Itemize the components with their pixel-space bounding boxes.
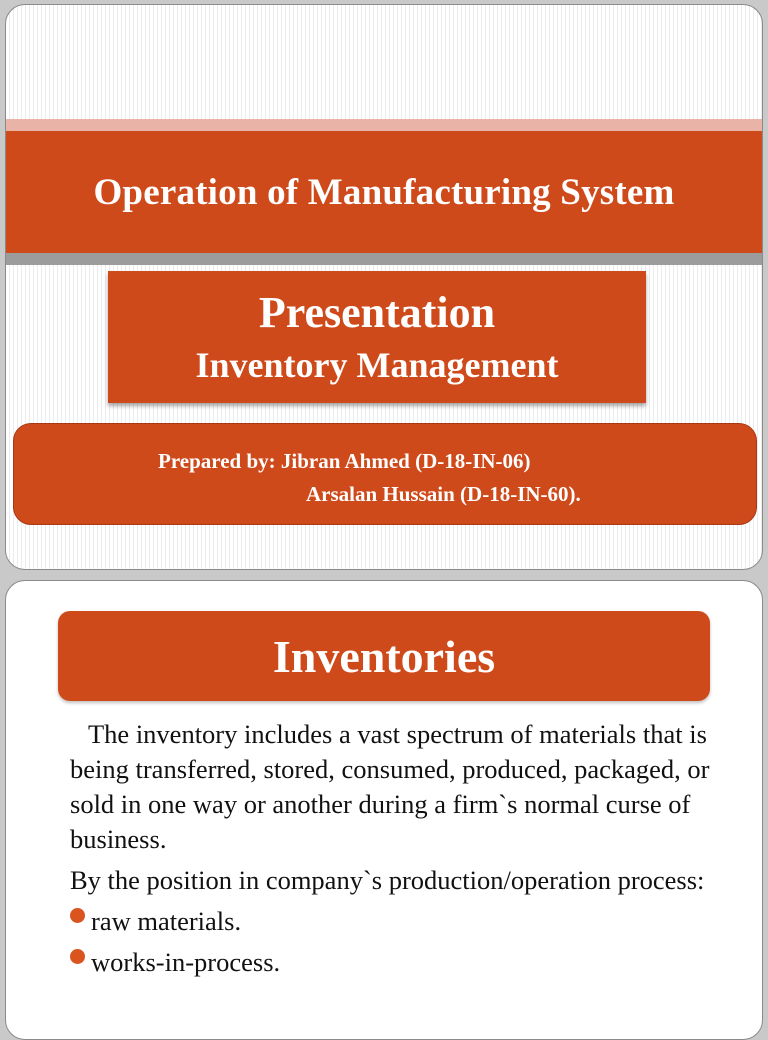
slide-heading: Inventories (272, 630, 496, 682)
bullet-dot-icon (70, 949, 85, 964)
bullet-text: works-in-process. (91, 947, 281, 977)
bullet-item (70, 945, 730, 980)
prepared-by-line-1: Prepared by: Jibran Ahmed (D-18-IN-06) (158, 449, 531, 473)
pink-accent-strip (6, 119, 762, 131)
body-paragraph-2: By the position in company`s production/operation process: (70, 865, 705, 895)
content-slide (5, 580, 763, 1040)
presentation-label: Presentation (258, 288, 496, 337)
presentation-subtitle: Inventory Management (195, 345, 559, 385)
slide-title: Operation of Manufacturing System (93, 171, 675, 213)
prepared-by-box (13, 423, 757, 525)
body-paragraph-1: The inventory includes a vast spectrum of materials that is being transferred, stored, consumed, produced, packaged, or sold in one way or another during a firm`s normal curse of business. (70, 719, 710, 854)
bullet-item (70, 904, 730, 939)
prepared-by-line-2: Arsalan Hussain (D-18-IN-60). (306, 482, 581, 506)
title-slide (5, 4, 763, 570)
bullet-dot-icon (70, 908, 85, 923)
bullet-text: raw materials. (91, 906, 242, 936)
heading-box (58, 611, 710, 701)
presentation-box (108, 271, 646, 403)
title-band (6, 131, 762, 253)
slide-body (70, 717, 730, 980)
gray-accent-strip (6, 253, 762, 265)
